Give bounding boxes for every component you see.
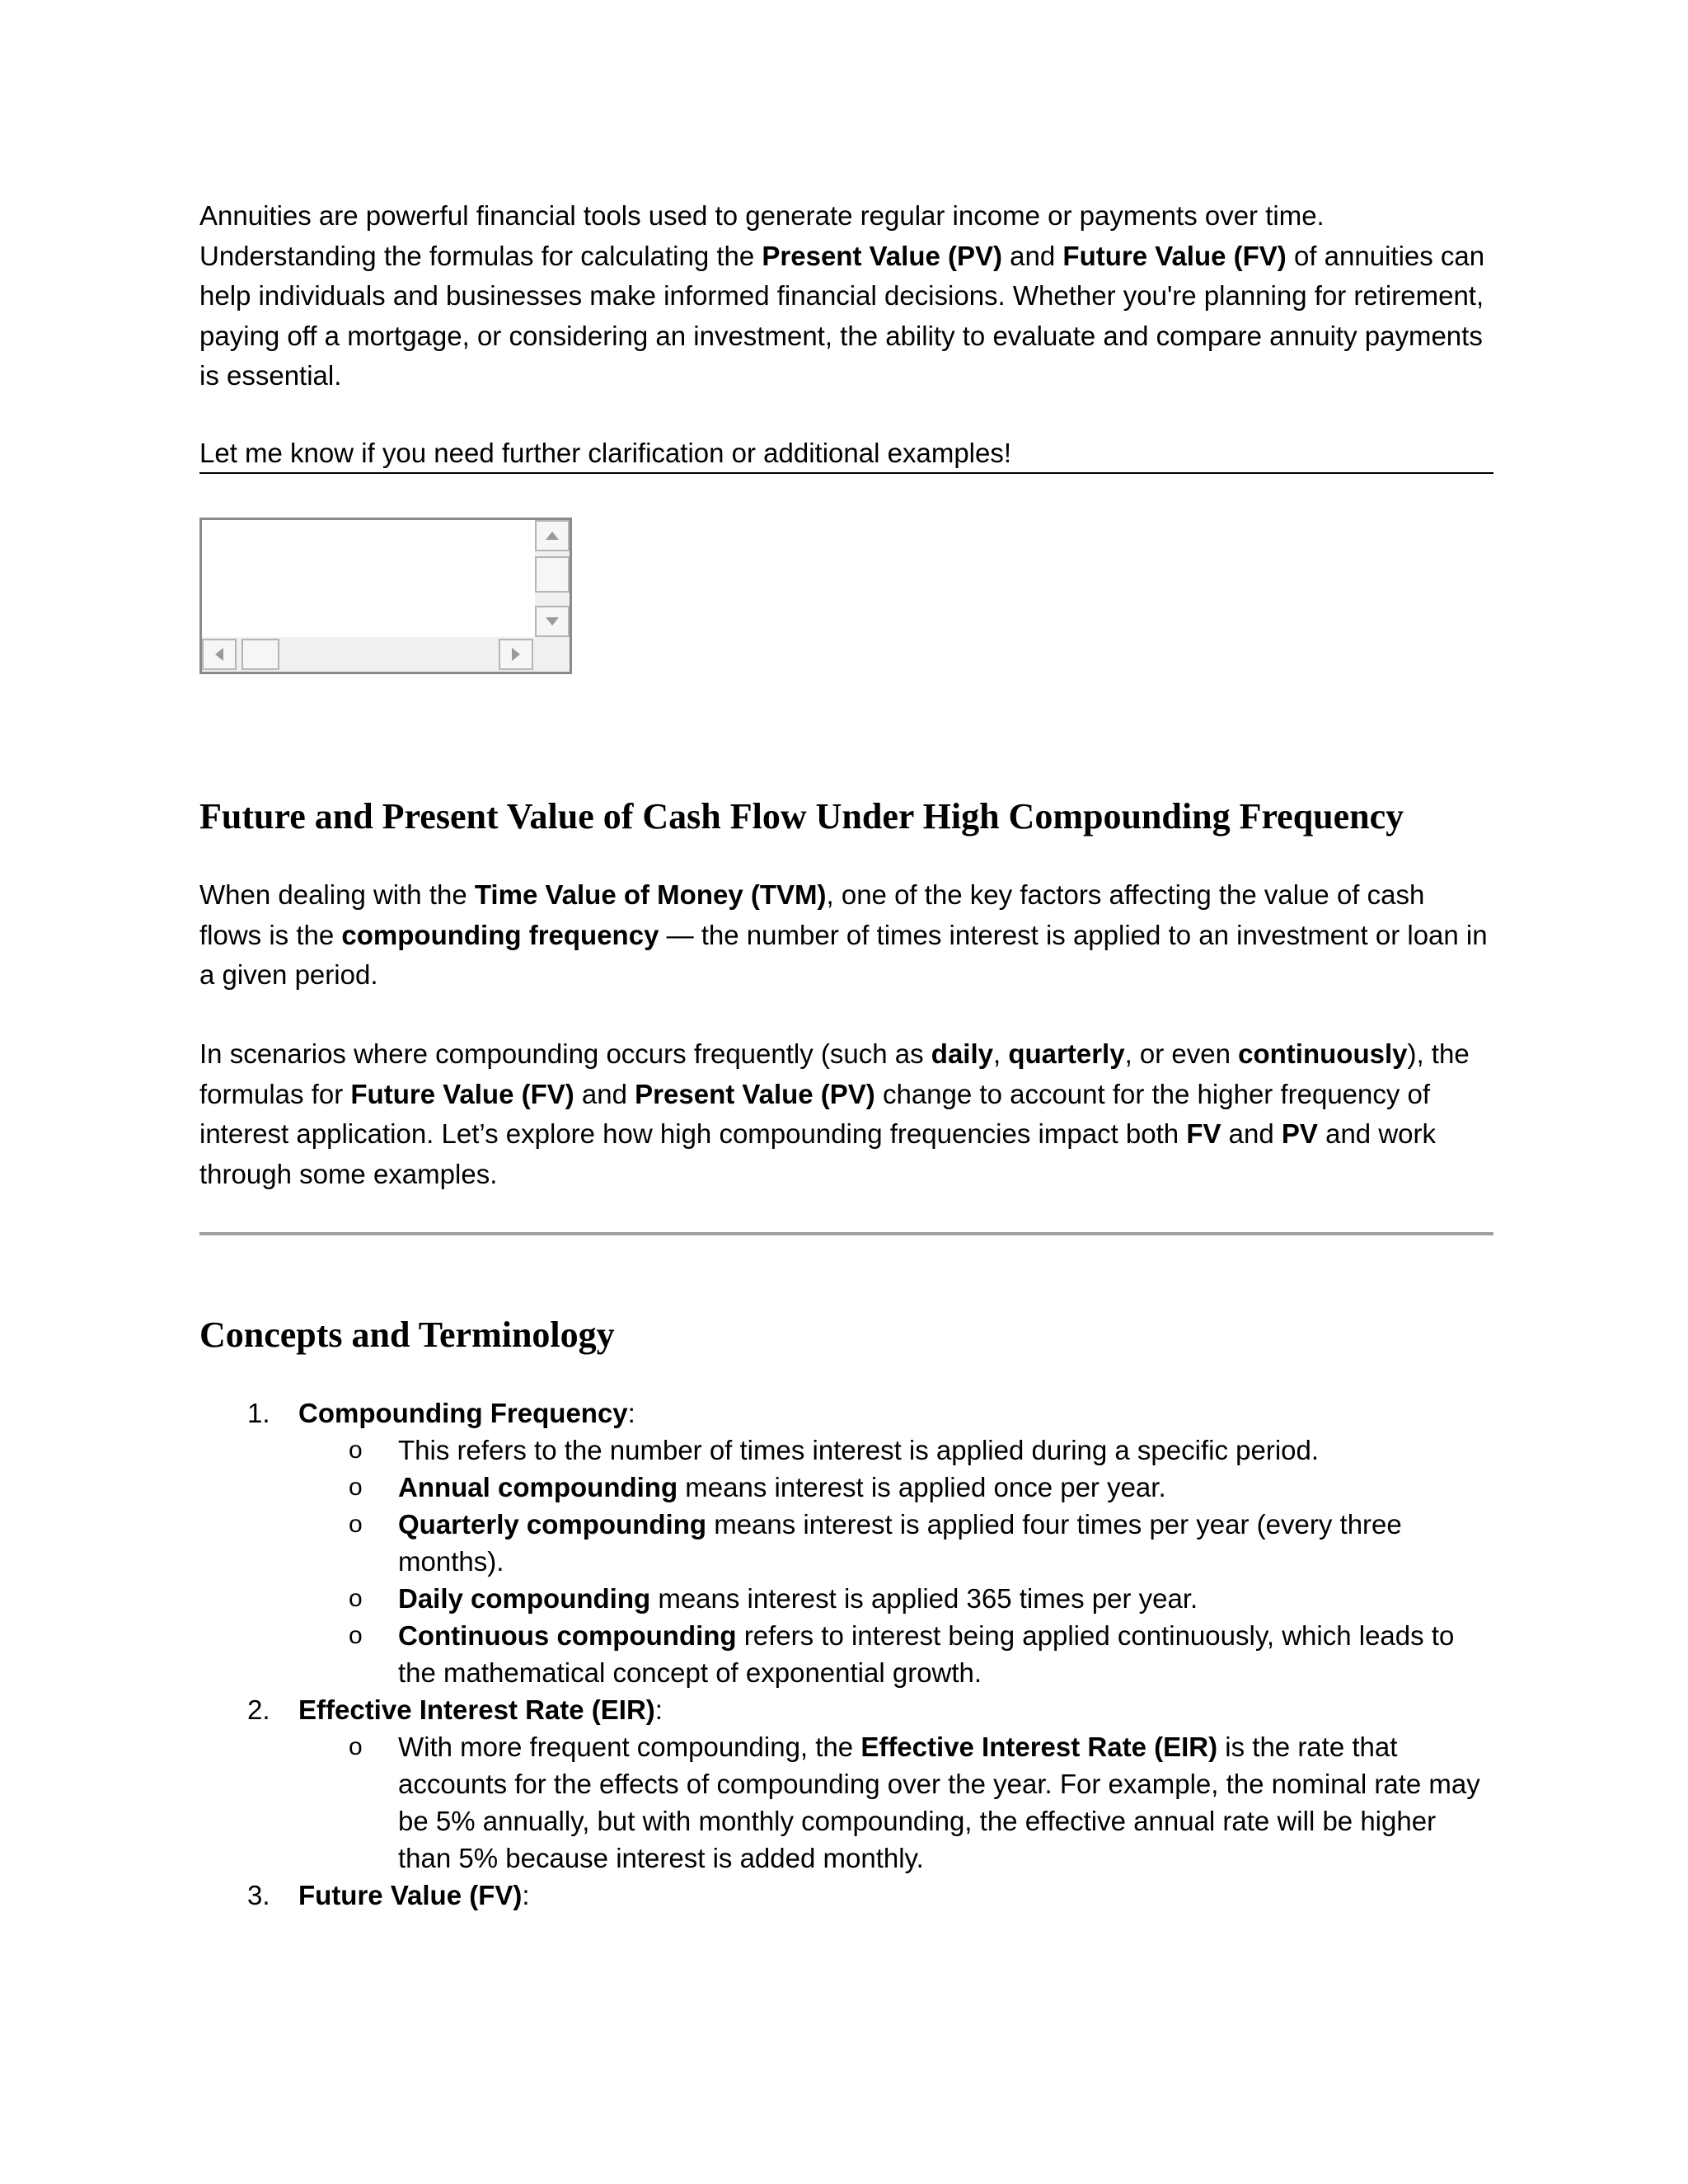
circle-bullet-icon: o bbox=[349, 1733, 363, 1760]
list-subitem: o With more frequent compounding, the Effective Interest Rate (EIR) is the rate that accounts for the effects of compounding over the year. For example, the nominal rate may be 5% annually, but with monthly compounding, the effective annual rate will be higher than 5% because interest is added monthly. bbox=[199, 1728, 1493, 1877]
closing-note: Let me know if you need further clarification or additional examples! bbox=[199, 438, 1012, 468]
horizontal-scrollbar[interactable] bbox=[202, 637, 535, 672]
list-item: 3. Future Value (FV): bbox=[247, 1880, 530, 1910]
circle-bullet-icon: o bbox=[349, 1511, 363, 1538]
arrow-left-icon bbox=[215, 648, 223, 661]
section-heading-concepts: Concepts and Terminology bbox=[199, 1315, 615, 1355]
section-heading-compounding: Future and Present Value of Cash Flow Under High Compounding Frequency bbox=[199, 796, 1404, 837]
list-item: 2. Effective Interest Rate (EIR): bbox=[247, 1694, 663, 1725]
list-subitem: o Continuous compounding refers to interest being applied continuously, which leads to the mathematical concept of exponential growth. bbox=[199, 1617, 1493, 1691]
horizontal-scroll-thumb[interactable] bbox=[241, 639, 279, 670]
arrow-up-icon bbox=[546, 532, 559, 540]
tvm-paragraph: When dealing with the Time Value of Money (TVM), one of the key factors affecting the value of cash flows is the compounding frequency — the number of times interest is applied to an investment or loan in a given period. bbox=[199, 879, 1488, 990]
scroll-right-button[interactable] bbox=[499, 639, 533, 670]
scroll-up-button[interactable] bbox=[535, 520, 570, 551]
circle-bullet-icon: o bbox=[349, 1622, 363, 1649]
arrow-down-icon bbox=[546, 617, 559, 626]
list-item: 1. Compounding Frequency: bbox=[247, 1398, 635, 1428]
circle-bullet-icon: o bbox=[349, 1474, 363, 1501]
underline-divider bbox=[199, 472, 1493, 474]
list-subitem: o Quarterly compounding means interest is applied four times per year (every three months). bbox=[199, 1506, 1493, 1580]
comment-textarea[interactable] bbox=[199, 518, 572, 674]
horizontal-divider bbox=[199, 1232, 1493, 1235]
list-subitem: o This refers to the number of times interest is applied during a specific period. bbox=[199, 1432, 1493, 1469]
scenarios-paragraph: In scenarios where compounding occurs frequently (such as daily, quarterly, or even continuously), the formulas for Future Value (FV) and Present Value (PV) change to account for the higher frequency of interest application. Let’s explore how high compounding frequencies impact both FV and PV and work through some examples. bbox=[199, 1038, 1470, 1189]
list-subitem: o Daily compounding means interest is applied 365 times per year. bbox=[199, 1580, 1493, 1617]
intro-paragraph: Annuities are powerful financial tools used to generate regular income or payments over time. Understanding the formulas for calculating the Present Value (PV) and Future Value (FV) of annuities can help individuals and businesses make informed financial decisions. Whether you're planning for retirement, paying off a mortgage, or considering an investment, the ability to evaluate and compare annuity payments is essential. bbox=[199, 200, 1485, 391]
circle-bullet-icon: o bbox=[349, 1436, 363, 1464]
scroll-down-button[interactable] bbox=[535, 606, 570, 637]
arrow-right-icon bbox=[512, 648, 520, 661]
scrollbar-corner bbox=[535, 637, 570, 672]
vertical-scrollbar[interactable] bbox=[535, 520, 570, 637]
circle-bullet-icon: o bbox=[349, 1585, 363, 1612]
list-subitem: o Annual compounding means interest is applied once per year. bbox=[199, 1469, 1493, 1506]
scroll-thumb[interactable] bbox=[535, 556, 570, 593]
concepts-list bbox=[199, 1394, 1493, 1914]
scroll-left-button[interactable] bbox=[202, 639, 237, 670]
